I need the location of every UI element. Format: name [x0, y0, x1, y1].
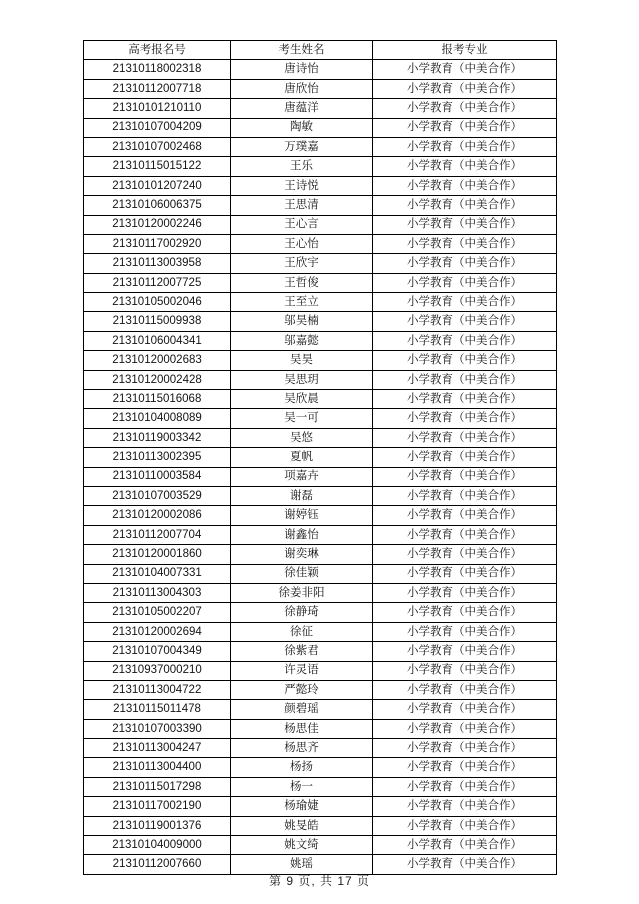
registration-number-cell: 21310112007718 [84, 79, 231, 98]
candidate-name-cell: 邬昊楠 [231, 312, 373, 331]
registration-number-cell: 21310937000210 [84, 661, 231, 680]
major-cell: 小学教育（中美合作） [373, 137, 557, 156]
table-row [84, 777, 557, 796]
table-row [84, 642, 557, 661]
major-cell: 小学教育（中美合作） [373, 661, 557, 680]
candidate-name-cell: 吴欣晨 [231, 390, 373, 409]
major-cell: 小学教育（中美合作） [373, 525, 557, 544]
major-cell: 小学教育（中美合作） [373, 816, 557, 835]
registration-number-cell: 21310117002190 [84, 797, 231, 816]
registration-number-cell: 21310113003958 [84, 254, 231, 273]
registration-number-cell: 21310107003390 [84, 719, 231, 738]
major-cell: 小学教育（中美合作） [373, 467, 557, 486]
candidate-name-cell: 吴悠 [231, 428, 373, 447]
table-row [84, 118, 557, 137]
registration-number-cell: 21310106004341 [84, 331, 231, 350]
candidate-name-cell: 夏帆 [231, 448, 373, 467]
table-row [84, 816, 557, 835]
candidate-name-cell: 徐征 [231, 622, 373, 641]
table-row [84, 176, 557, 195]
table-row [84, 79, 557, 98]
table-row [84, 409, 557, 428]
registration-number-cell: 21310113004722 [84, 680, 231, 699]
page-number: 第 9 页, 共 17 页 [268, 874, 371, 888]
major-cell: 小学教育（中美合作） [373, 739, 557, 758]
registration-number-cell: 21310120002683 [84, 351, 231, 370]
major-cell: 小学教育（中美合作） [373, 331, 557, 350]
major-cell: 小学教育（中美合作） [373, 797, 557, 816]
candidate-name-cell: 谢鑫怡 [231, 525, 373, 544]
candidate-name-cell: 颜碧瑶 [231, 700, 373, 719]
major-cell: 小学教育（中美合作） [373, 390, 557, 409]
candidate-name-cell: 唐欣怡 [231, 79, 373, 98]
table-row [84, 486, 557, 505]
candidate-name-cell: 王乐 [231, 157, 373, 176]
candidate-name-cell: 杨思佳 [231, 719, 373, 738]
candidate-name-cell: 陶敏 [231, 118, 373, 137]
table-row [84, 60, 557, 79]
table-row [84, 370, 557, 389]
table-row [84, 603, 557, 622]
candidate-name-cell: 邬嘉懿 [231, 331, 373, 350]
table-row [84, 273, 557, 292]
candidate-name-cell: 王诗悦 [231, 176, 373, 195]
major-cell: 小学教育（中美合作） [373, 680, 557, 699]
header-major: 报考专业 [373, 41, 557, 60]
candidate-name-cell: 王哲俊 [231, 273, 373, 292]
table-row [84, 234, 557, 253]
registration-number-cell: 21310118002318 [84, 60, 231, 79]
table-row [84, 351, 557, 370]
registration-number-cell: 21310107004349 [84, 642, 231, 661]
registration-number-cell: 21310112007725 [84, 273, 231, 292]
major-cell: 小学教育（中美合作） [373, 758, 557, 777]
table-row [84, 215, 557, 234]
header-candidate-name: 考生姓名 [231, 41, 373, 60]
registration-number-cell: 21310119003342 [84, 428, 231, 447]
registration-number-cell: 21310107002468 [84, 137, 231, 156]
table-row [84, 545, 557, 564]
registration-number-cell: 21310120002428 [84, 370, 231, 389]
table-row [84, 797, 557, 816]
registration-number-cell: 21310120001860 [84, 545, 231, 564]
registration-number-cell: 21310113004303 [84, 583, 231, 602]
table-row [84, 564, 557, 583]
major-cell: 小学教育（中美合作） [373, 370, 557, 389]
candidate-name-cell: 姚瑶 [231, 855, 373, 874]
major-cell: 小学教育（中美合作） [373, 351, 557, 370]
major-cell: 小学教育（中美合作） [373, 642, 557, 661]
candidate-name-cell: 吴一可 [231, 409, 373, 428]
candidate-name-cell: 许灵语 [231, 661, 373, 680]
table-row [84, 525, 557, 544]
table-row [84, 448, 557, 467]
table-row [84, 467, 557, 486]
table-row [84, 622, 557, 641]
table-row [84, 331, 557, 350]
candidate-name-cell: 徐姜非阳 [231, 583, 373, 602]
table-row [84, 254, 557, 273]
registration-number-cell: 21310107004209 [84, 118, 231, 137]
registration-number-cell: 21310104007331 [84, 564, 231, 583]
candidate-name-cell: 王至立 [231, 293, 373, 312]
candidate-name-cell: 姚旻皓 [231, 816, 373, 835]
table-row [84, 293, 557, 312]
table-row [84, 719, 557, 738]
major-cell: 小学教育（中美合作） [373, 215, 557, 234]
table-row [84, 137, 557, 156]
table-header-row [84, 41, 557, 60]
major-cell: 小学教育（中美合作） [373, 79, 557, 98]
major-cell: 小学教育（中美合作） [373, 234, 557, 253]
candidate-name-cell: 杨思齐 [231, 739, 373, 758]
major-cell: 小学教育（中美合作） [373, 176, 557, 195]
header-registration-number: 高考报名号 [84, 41, 231, 60]
registration-number-cell: 21310104009000 [84, 836, 231, 855]
candidate-name-cell: 唐诗怡 [231, 60, 373, 79]
major-cell: 小学教育（中美合作） [373, 486, 557, 505]
major-cell: 小学教育（中美合作） [373, 157, 557, 176]
registration-number-cell: 21310104008089 [84, 409, 231, 428]
registration-number-cell: 21310112007660 [84, 855, 231, 874]
candidate-name-cell: 谢婷钰 [231, 506, 373, 525]
registration-number-cell: 21310112007704 [84, 525, 231, 544]
major-cell: 小学教育（中美合作） [373, 428, 557, 447]
registration-number-cell: 21310101210110 [84, 99, 231, 118]
major-cell: 小学教育（中美合作） [373, 836, 557, 855]
registration-number-cell: 21310115015122 [84, 157, 231, 176]
major-cell: 小学教育（中美合作） [373, 545, 557, 564]
table-row [84, 758, 557, 777]
major-cell: 小学教育（中美合作） [373, 583, 557, 602]
candidate-name-cell: 唐蕴洋 [231, 99, 373, 118]
major-cell: 小学教育（中美合作） [373, 409, 557, 428]
registration-number-cell: 21310113004400 [84, 758, 231, 777]
registration-number-cell: 21310120002246 [84, 215, 231, 234]
candidate-name-cell: 杨瑜婕 [231, 797, 373, 816]
major-cell: 小学教育（中美合作） [373, 312, 557, 331]
registration-number-cell: 21310117002920 [84, 234, 231, 253]
candidate-name-cell: 谢奕琳 [231, 545, 373, 564]
registration-number-cell: 21310115016068 [84, 390, 231, 409]
table-row [84, 390, 557, 409]
registration-number-cell: 21310115017298 [84, 777, 231, 796]
table-row [84, 680, 557, 699]
major-cell: 小学教育（中美合作） [373, 855, 557, 874]
table-row [84, 506, 557, 525]
table-row [84, 157, 557, 176]
registration-number-cell: 21310115009938 [84, 312, 231, 331]
candidates-table [83, 40, 557, 875]
major-cell: 小学教育（中美合作） [373, 603, 557, 622]
major-cell: 小学教育（中美合作） [373, 196, 557, 215]
candidate-name-cell: 吴思玥 [231, 370, 373, 389]
candidate-name-cell: 王欣宇 [231, 254, 373, 273]
registration-number-cell: 21310113002395 [84, 448, 231, 467]
candidate-name-cell: 徐佳颖 [231, 564, 373, 583]
major-cell: 小学教育（中美合作） [373, 719, 557, 738]
table-row [84, 312, 557, 331]
major-cell: 小学教育（中美合作） [373, 293, 557, 312]
candidate-name-cell: 王心言 [231, 215, 373, 234]
registration-number-cell: 21310106006375 [84, 196, 231, 215]
candidate-name-cell: 杨一 [231, 777, 373, 796]
candidate-name-cell: 严懿玲 [231, 680, 373, 699]
table-row [84, 196, 557, 215]
table-row [84, 739, 557, 758]
candidate-name-cell: 王心怡 [231, 234, 373, 253]
registration-number-cell: 21310107003529 [84, 486, 231, 505]
candidate-name-cell: 王思清 [231, 196, 373, 215]
registration-number-cell: 21310119001376 [84, 816, 231, 835]
registration-number-cell: 21310115011478 [84, 700, 231, 719]
registration-number-cell: 21310110003584 [84, 467, 231, 486]
candidate-name-cell: 姚文绮 [231, 836, 373, 855]
major-cell: 小学教育（中美合作） [373, 118, 557, 137]
major-cell: 小学教育（中美合作） [373, 564, 557, 583]
candidate-name-cell: 谢磊 [231, 486, 373, 505]
registration-number-cell: 21310120002086 [84, 506, 231, 525]
candidate-name-cell: 吴昊 [231, 351, 373, 370]
candidate-name-cell: 杨扬 [231, 758, 373, 777]
major-cell: 小学教育（中美合作） [373, 700, 557, 719]
major-cell: 小学教育（中美合作） [373, 777, 557, 796]
table-row [84, 428, 557, 447]
major-cell: 小学教育（中美合作） [373, 506, 557, 525]
major-cell: 小学教育（中美合作） [373, 254, 557, 273]
registration-number-cell: 21310101207240 [84, 176, 231, 195]
table-row [84, 661, 557, 680]
candidate-name-cell: 徐紫君 [231, 642, 373, 661]
registration-number-cell: 21310113004247 [84, 739, 231, 758]
table-row [84, 583, 557, 602]
major-cell: 小学教育（中美合作） [373, 99, 557, 118]
table-row [84, 700, 557, 719]
major-cell: 小学教育（中美合作） [373, 448, 557, 467]
registration-number-cell: 21310105002207 [84, 603, 231, 622]
major-cell: 小学教育（中美合作） [373, 622, 557, 641]
registration-number-cell: 21310105002046 [84, 293, 231, 312]
registration-number-cell: 21310120002694 [84, 622, 231, 641]
major-cell: 小学教育（中美合作） [373, 60, 557, 79]
candidate-name-cell: 万璞嘉 [231, 137, 373, 156]
candidate-name-cell: 徐静琦 [231, 603, 373, 622]
major-cell: 小学教育（中美合作） [373, 273, 557, 292]
candidate-name-cell: 项嘉卉 [231, 467, 373, 486]
table-row [84, 99, 557, 118]
table-row [84, 836, 557, 855]
